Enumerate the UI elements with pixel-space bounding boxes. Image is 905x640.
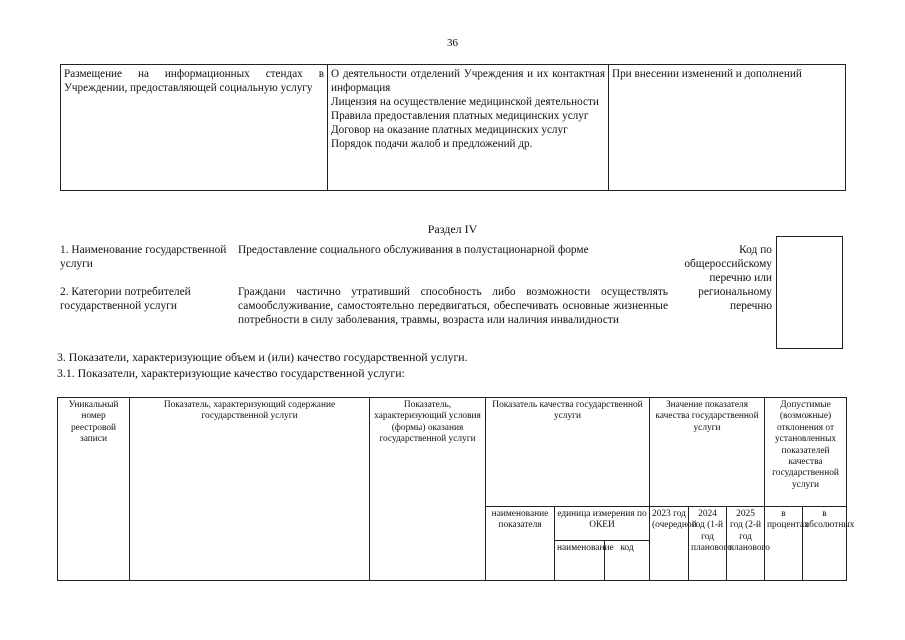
header-content-indicator: Показатель, характеризующий содержание государственной услуги	[130, 398, 370, 581]
info-place-cell: Размещение на информационных стендах в Учреждении, предоставляющей социальную услугу	[61, 65, 328, 191]
consumer-category-value: Граждани частично утративший способность либо возможности осуществлять самообслуживание, самостоятельно передвигаться, обеспечивать основные жизненные потребности в силу заболевания, травмы, возраста или наличия инвалидности	[238, 286, 668, 326]
service-name-value: Предоставление социального обслуживания в полустационарной форме	[238, 244, 589, 256]
service-name-label: 1. Наименование государственной услуги	[60, 244, 227, 270]
header-allowed-deviation: Допустимые (возможные) отклонения от установленных показателей качества государственной услуги	[765, 398, 847, 507]
table-row	[58, 398, 847, 507]
header-conditions-indicator: Показатель, характеризующий условия (формы) оказания государственной услуги	[370, 398, 486, 581]
info-content-line: Правила предоставления платных медицинских услуг	[331, 110, 589, 122]
registry-code-box	[776, 236, 843, 349]
header-unit-okei: единица измерения по ОКЕИ	[555, 507, 650, 541]
info-content-line: Порядок подачи жалоб и предложений др.	[331, 138, 533, 150]
header-year-2025: 2025 год (2-й год планового	[727, 507, 765, 581]
header-percent: в процентах	[765, 507, 803, 581]
indicators-heading: 3. Показатели, характеризующие объем и (или) качество государственной услуги.	[57, 350, 468, 364]
header-year-2023: 2023 год (очередной	[650, 507, 689, 581]
quality-indicators-heading: 3.1. Показатели, характеризующие качество государственной услуги:	[57, 366, 405, 380]
consumer-category-label: 2. Категории потребителей государственной услуги	[60, 286, 191, 312]
page-number: 36	[447, 37, 458, 49]
section-title: Раздел IV	[427, 222, 478, 236]
header-indicator-name: наименование показателя	[486, 507, 555, 581]
header-unit-code: код	[605, 541, 650, 581]
header-unit-name: наименование	[555, 541, 605, 581]
info-content-line: О деятельности отделений Учреждения и их контактная информация	[331, 68, 605, 94]
header-indicator-value: Значение показателя качества государственной услуги	[650, 398, 765, 507]
info-placement-table	[60, 64, 846, 191]
header-absolute: в абсолютных	[803, 507, 847, 581]
header-quality-indicator: Показатель качества государственной услуги	[486, 398, 650, 507]
info-content-line: Договор на оказание платных медицинских услуг	[331, 124, 568, 136]
info-frequency-cell: При внесении изменений и дополнений	[609, 65, 846, 191]
registry-code-label: Код по общероссийскому перечню или региональному перечню	[684, 244, 772, 312]
table-row	[61, 65, 846, 191]
header-unique-number: Уникальный номер реестровой записи	[58, 398, 130, 581]
quality-indicators-table	[57, 397, 855, 581]
info-content-cell	[328, 65, 609, 191]
info-content-line: Лицензия на осуществление медицинской деятельности	[331, 96, 599, 108]
header-year-2024: 2024 год (1-й год планового	[689, 507, 727, 581]
